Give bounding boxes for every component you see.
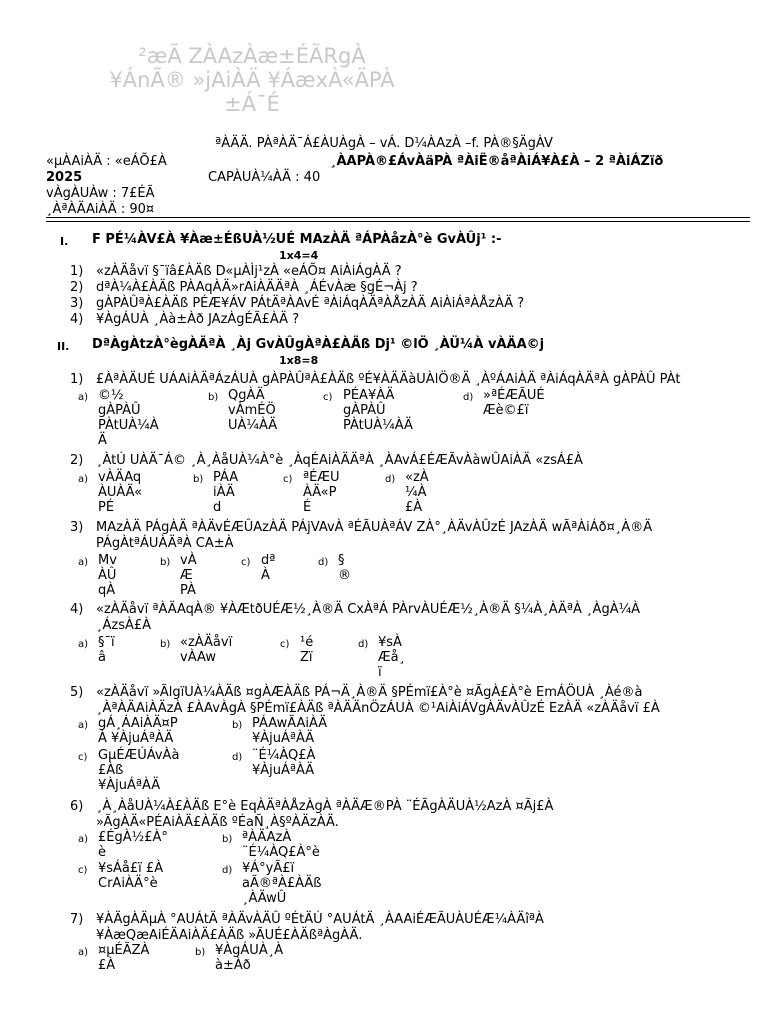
- option-text: â: [98, 650, 106, 665]
- option-text: Ä: [98, 433, 107, 448]
- option-letter: a): [78, 639, 89, 650]
- option-letter: c): [280, 639, 290, 650]
- question-text: ¥ÀæQæAiÉÄAiÀÄ£ÀÄß »ÃUÉ£ÀÄßªÀgÀÄ.: [96, 928, 363, 943]
- time-label: ¸ÀªÀÄAiÀÄ : 90¤: [46, 202, 155, 217]
- total-marks: CAPÀUÀ¼ÀÄ : 40: [208, 170, 321, 185]
- option-text: §¯ï: [98, 635, 115, 650]
- option-text: §: [338, 553, 345, 568]
- question-number: 4): [70, 602, 84, 617]
- option-letter: c): [283, 474, 293, 485]
- option-text: Æè©£ï: [483, 403, 529, 418]
- option-letter: d): [358, 639, 369, 650]
- option-text: ©½: [98, 388, 124, 403]
- option-letter: a): [78, 947, 89, 958]
- option-text: à±Àð: [215, 958, 251, 973]
- school-name-line-1: ²æÃ ZÀAzÀæ±ÉÃRgÀ: [138, 44, 366, 68]
- option-text: vÀmÉÖ: [228, 403, 276, 418]
- question-text: ¸ÁzsÀ£À: [96, 618, 152, 633]
- option-text: Zï: [300, 650, 313, 665]
- option-letter: d): [232, 752, 243, 763]
- question-number: 1): [70, 372, 84, 387]
- option-letter: b): [193, 474, 204, 485]
- question-text: »ÃgÀÄ«PÉAiÀÄ£ÀÄß ºÉaÑ¸À§ºÀÄzÀÄ.: [96, 815, 339, 830]
- option-text: ®: [338, 568, 351, 583]
- option-letter: b): [208, 392, 219, 403]
- question-number: 2): [70, 453, 84, 468]
- option-letter: d): [222, 865, 233, 876]
- question-text: ¸ÀªÀÄAiÀÄzÀ £ÀAvÀgÀ §PÉmï£ÀÄß ªÀÄÄnÖzÁUÀ ©¹AiÀiÁVgÀÄvÀÛzÉ EzÀÄ «zÀÄåvï £À: [96, 701, 660, 716]
- option-text: Æ: [180, 568, 193, 583]
- option-text: vÀ: [180, 553, 197, 568]
- option-text: ¥ÀjuÁªÀÄ: [98, 778, 161, 793]
- option-text: gÁ¸ÁAiÀÄ¤P: [98, 716, 178, 731]
- option-text: À: [261, 568, 270, 583]
- question-text: £ÀªÀÄUÉ UÁAiÀÄªÁzÁUÀ gÀPÀÛªÀ£ÀÄß ºÉ¥ÀÄÄàUÀlÖ®Ä ¸ÀºÁAiÀÄ ªÀiÁqÀÄªÀ gÀPÀÛ PÀt: [96, 372, 681, 387]
- option-text: gÀPÀÛ: [98, 403, 141, 418]
- question-text: gÀPÀÛªÀ£ÀÄß PÉÆ¥ÁV PÁtÄªÀAvÉ ªÀiÁqÀÄªÀÅzÀÄ AiÀiÁªÀÅzÀÄ ?: [96, 296, 525, 311]
- section-2-marks: 1x8=8: [279, 354, 319, 367]
- option-text: gÀPÀÛ: [343, 403, 386, 418]
- option-text: £À: [405, 500, 423, 515]
- exam-year: 2025: [46, 170, 83, 185]
- school-name-line-3: ±Á¯É: [224, 92, 280, 116]
- option-text: PÉ: [98, 500, 115, 515]
- question-number: 7): [70, 912, 84, 927]
- question-text: dªÀ¼À£ÀÄß PÀAqÀÄ»rAiÀÄÄªÀ ¸ÁÉvÀæ §gÉ¬Àj ?: [96, 280, 418, 295]
- option-text: ¥ÀjuÁªÀÄ: [252, 731, 315, 746]
- option-text: d: [213, 500, 222, 515]
- option-text: ¨É¼ÀQ£À: [252, 748, 316, 763]
- exam-title: ¸ÀAPÀ®£ÁvÀäPÀ ªÀiË®åªÀiÁ¥À£À – 2 ªÀiÁZïð: [330, 154, 664, 169]
- option-text: ÀUÀÄ«: [98, 485, 143, 500]
- option-text: £À: [98, 958, 116, 973]
- question-number: 3): [70, 296, 84, 311]
- option-text: ÀÛ: [98, 568, 117, 583]
- option-text: Æå¸: [378, 650, 406, 665]
- option-text: QgÀÄ: [228, 388, 265, 403]
- option-text: CrAiÀÄ°è: [98, 876, 158, 891]
- option-letter: a): [78, 392, 89, 403]
- question-text: ¥ÀgÁUÀ ¸Àà±Àð JAzÀgÉÃ£ÀÄ ?: [96, 312, 300, 327]
- option-text: Mv: [98, 553, 117, 568]
- option-text: PÁAwÃAiÀÄ: [252, 716, 328, 731]
- option-text: vÀAw: [180, 650, 216, 665]
- option-text: £Àß: [98, 763, 124, 778]
- question-number: 5): [70, 685, 84, 700]
- question-text: «zÀÄåvï »ÃlgïUÀ¼ÀÄß ¤gÀÆÀÄß PÁ¬Ä¸À®Ä §PÉmï£À°è ¤ÃgÀ£À°è EmÁÖUÀ ¸Àé®à: [96, 685, 643, 700]
- option-letter: c): [78, 865, 88, 876]
- section-1-heading: F PÉ¼ÀV£À ¥Àæ±ÉßUÀ½UÉ MAzÀÄ ªÁPÀåzÀ°è GvÀÛj¹ :-: [92, 232, 502, 247]
- question-number: 6): [70, 799, 84, 814]
- section-1-marks: 1x4=4: [279, 249, 319, 262]
- option-text: ªÀÄAzÀ: [242, 830, 292, 845]
- option-text: ¥sÀ: [378, 635, 402, 650]
- option-letter: c): [241, 557, 251, 568]
- option-text: À ¥ÀjuÁªÀÄ: [98, 731, 174, 746]
- question-text: ¸ÀtÚ UÀÄ¯Á© ¸À¸ÀåUÀ¼À°è ¸ÀqÉAiÀÄÄªÀ ¸ÀAvÁ£ÉÆÃvÀàwÛAiÀÄ «zsÁ£À: [96, 453, 583, 468]
- option-text: qÀ: [98, 583, 116, 598]
- option-letter: b): [160, 557, 171, 568]
- question-text: «zÀÄåvï §¯ïâ£ÀÄß D«µÀÌj¹zÀ «eÁÕ¤ AiÀiÁgÀÄ ?: [96, 264, 402, 279]
- option-letter: a): [78, 834, 89, 845]
- option-letter: a): [78, 474, 89, 485]
- option-text: ¹é: [300, 635, 314, 650]
- header-divider-bottom: [46, 221, 750, 222]
- option-letter: b): [232, 720, 243, 731]
- question-text: ¥ÀÄgÀÄµÀ °AUÁtÄ ªÀÄvÀÄÛ ºÉtÄÚ °AUÁtÄ ¸ÀAAiÉÆÃUÀUÉÆ¼ÀÄîªÀ: [96, 912, 544, 927]
- option-letter: b): [195, 947, 206, 958]
- section-2-numeral: II.: [57, 340, 70, 353]
- subject-label: «µÀAiÀÄ : «eÁÕ£À: [46, 154, 167, 169]
- option-text: PÀ: [180, 583, 196, 598]
- class-label: vÀgÀUÀw : 7£ÉÃ: [46, 186, 155, 201]
- option-text: É: [303, 500, 312, 515]
- option-letter: b): [222, 834, 233, 845]
- question-text: MAzÀÄ PÁgÀÄ ªÀÄvÉÆÛAzÀÄ PÁjVAvÀ ªÉÃUÀªÁV ZÀ°¸ÀÄvÀÛzÉ JAzÀÄ wÃªÀiÁð¤¸À®Ä: [96, 520, 653, 535]
- option-text: UÀ¼ÀÄ: [228, 418, 278, 433]
- option-text: ¨É¼ÀQ£À°è: [242, 845, 320, 860]
- option-letter: a): [78, 720, 89, 731]
- section-2-heading: DªÀgÀtzÀ°ègÀÄªÀ ¸Àj GvÀÛgÀªÀ£ÀÄß Dj¹ ©lÖ ¸ÀÜ¼À vÀÄA©j: [92, 337, 545, 352]
- option-letter: d): [385, 474, 396, 485]
- option-letter: a): [78, 557, 89, 568]
- school-name-line-2: ¥ÁnÃ® »jAiÀÄ ¥ÁæxÀ«ÄPÀ: [109, 68, 395, 92]
- option-letter: d): [318, 557, 329, 568]
- option-text: ¼À: [405, 485, 427, 500]
- option-text: ¥ÀjuÁªÀÄ: [252, 763, 315, 778]
- option-text: «zÀÄåvï: [180, 635, 233, 650]
- question-text: PÁgÀtªÁUÀÄªÀ CA±À: [96, 536, 234, 551]
- option-text: aÃ®ªÀ£ÀÄß: [242, 876, 322, 891]
- option-text: PÁA: [213, 470, 239, 485]
- question-number: 2): [70, 280, 84, 295]
- school-name-watermark: [62, 44, 442, 116]
- option-text: «zÀ: [405, 470, 429, 485]
- option-text: »ªÉÆÃUÉ: [483, 388, 545, 403]
- question-number: 3): [70, 520, 84, 535]
- option-letter: b): [160, 639, 171, 650]
- school-address: ªÀÄÄ. PÀªÀÄ¯Á£ÀUÀgÀ – vÁ. D¼ÀAzÀ –f. PÀ®§ÄgÀV: [215, 136, 553, 151]
- option-text: ¥sÁå£ï £À: [98, 861, 164, 876]
- option-text: è: [98, 845, 106, 860]
- option-text: PÀtUÀ¼À: [98, 418, 159, 433]
- header-divider-top: [46, 217, 750, 218]
- option-letter: c): [323, 392, 333, 403]
- option-text: ï: [378, 665, 382, 680]
- question-number: 4): [70, 312, 84, 327]
- option-text: ÀÄ«P: [303, 485, 337, 500]
- option-text: vÀÄAq: [98, 470, 142, 485]
- option-text: PÀtUÀ¼ÀÄ: [343, 418, 413, 433]
- question-number: 1): [70, 264, 84, 279]
- option-text: PÉA¥ÀÄ: [343, 388, 395, 403]
- option-text: ¤µÉÃZÀ: [98, 943, 150, 958]
- question-text: «zÀÄåvï ªÀÄAqÀ® ¥ÀÆtðUÉÆ½¸À®Ä CxÀªÁ PÀrvÀUÉÆ½¸À®Ä §¼À¸ÀÄªÀ ¸ÀgÀ¼À: [96, 602, 641, 617]
- option-letter: d): [463, 392, 474, 403]
- option-text: ¸ÀÄwÛ: [242, 891, 287, 906]
- option-text: ¥ÀgÁUÀ¸À: [215, 943, 284, 958]
- option-letter: c): [78, 752, 88, 763]
- option-text: dª: [261, 553, 276, 568]
- option-text: iÀÄ: [213, 485, 235, 500]
- question-text: ¸À¸ÀåUÀ¼À£ÀÄß E°è EqÀÄªÀÅzÀgÀ ªÀÄÆ®PÀ ¨ÉÃgÀÄUÀ½AzÀ ¤Ãj£À: [96, 799, 554, 814]
- option-text: £ÉgÀ½£À°: [98, 830, 168, 845]
- section-1-numeral: I.: [60, 235, 69, 248]
- option-text: ªÉÆU: [303, 470, 340, 485]
- option-text: GµÉÆÚÁvÀà: [98, 748, 180, 763]
- option-text: ¥Á°yÃ£ï: [242, 861, 295, 876]
